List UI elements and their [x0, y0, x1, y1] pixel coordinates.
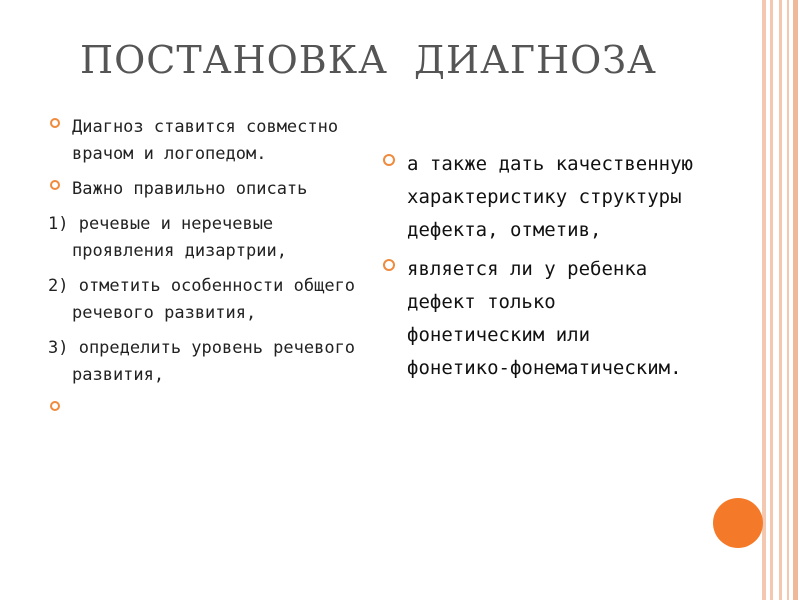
list-item-text: 2) отметить особенности общего речевого развития,: [48, 276, 356, 323]
list-item: [48, 335, 378, 389]
list-item-text: [48, 397, 378, 424]
bullet-circle-icon: [50, 180, 60, 190]
bullet-circle-icon: [50, 118, 60, 128]
list-item: [383, 253, 703, 385]
list-item-text: Важно правильно описать: [72, 179, 308, 199]
decorative-border-stripes: [762, 0, 800, 600]
list-item: [383, 148, 703, 247]
list-item: [48, 211, 378, 265]
slide-title: ПОСТАНОВКА ДИАГНОЗА: [80, 38, 657, 82]
border-stripe: [793, 0, 798, 600]
border-stripe: [787, 0, 789, 600]
border-stripe: [762, 0, 766, 600]
list-item: [48, 176, 378, 203]
list-item: [48, 273, 378, 327]
list-item-text: 1) речевые и неречевые проявления дизартрии,: [48, 214, 287, 261]
border-stripe: [770, 0, 773, 600]
border-stripe: [779, 0, 782, 600]
list-item-text: Диагноз ставится совместно врачом и логопедом.: [72, 117, 339, 164]
list-item-text: а также дать качественную характеристику структуры дефекта, отметив,: [407, 153, 693, 241]
list-item-empty: [48, 397, 378, 424]
decorative-orange-circle: [713, 498, 763, 548]
bullet-circle-icon: [50, 401, 60, 411]
bullet-circle-icon: [383, 154, 395, 166]
left-column: [48, 114, 378, 432]
list-item-text: 3) определить уровень речевого развития,: [48, 338, 356, 385]
list-item-text: является ли у ребенка дефект только фонетическим или фонетико-фонематическим.: [407, 258, 682, 379]
right-column: [383, 148, 703, 391]
bullet-circle-icon: [383, 259, 395, 271]
list-item: [48, 114, 378, 168]
